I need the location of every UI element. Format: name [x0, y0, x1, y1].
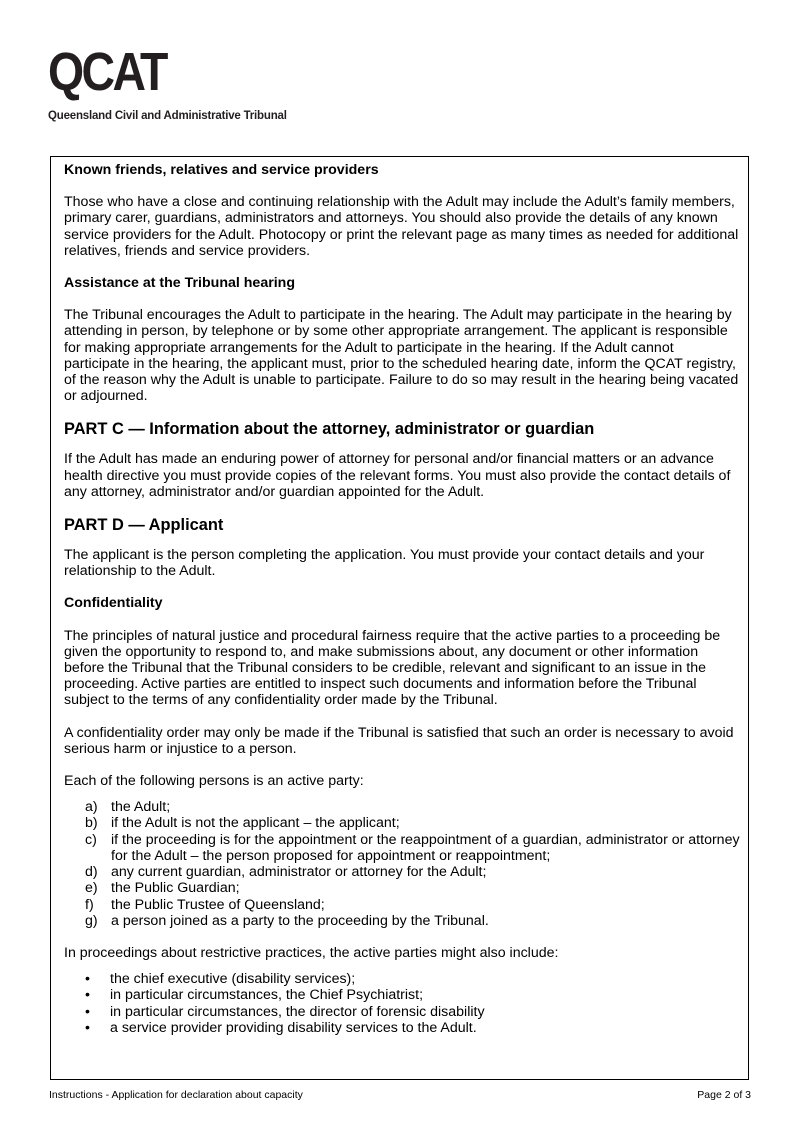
part-c-heading: PART C — Information about the attorney, administrator or guardian: [64, 420, 595, 439]
list-item: g) a person joined as a party to the proceeding by the Tribunal.: [85, 912, 489, 929]
confidentiality-paragraph-1: The principles of natural justice and procedural fairness require that the active parties to a proceeding be given the opportunity to respond to, and make submissions about, any document or other information before the Tribunal that the Tribunal considers to be credible, relevant and significant to an issue in the proceeding. Active parties are entitled to inspect such documents and information before the Tribunal subject to the terms of any confidentiality order made by the Tribunal.: [64, 627, 721, 709]
assistance-paragraph: The Tribunal encourages the Adult to participate in the hearing. The Adult may participate in the hearing by attending in person, by telephone or by some other appropriate arrangement. The applicant is responsible for making appropriate arrangements for the Adult to participate in the hearing. If the Adult cannot participate in the hearing, the applicant must, prior to the scheduled hearing date, inform the QCAT registry, of the reason why the Adult is unable to participate. Failure to do so may result in the hearing being vacated or adjourned.: [64, 307, 739, 405]
part-d-paragraph: The applicant is the person completing the application. You must provide your contact details and your relationship to the Adult.: [64, 547, 705, 580]
friends-paragraph: Those who have a close and continuing relationship with the Adult may include the Adult’s family members, primary carer, guardians, administrators and attorneys. You should also provide the details of any known service providers for the Adult. Photocopy or print the relevant page as many times as needed for additional relatives, friends and service providers.: [64, 194, 739, 259]
list-item: b) if the Adult is not the applicant – the applicant;: [85, 815, 400, 832]
restrictive-intro: In proceedings about restrictive practices, the active parties might also include:: [64, 944, 559, 961]
part-d-heading: PART D — Applicant: [64, 516, 224, 535]
restrictive-party-list: [64, 971, 740, 1036]
list-item: c) if the proceeding is for the appointment or the reappointment of a guardian, administrator or attorney for the Adult – the person proposed for appointment or reappointment;: [85, 831, 740, 864]
list-item: a) the Adult;: [85, 799, 171, 816]
list-item: • in particular circumstances, the Chief Psychiatrist;: [85, 987, 424, 1004]
confidentiality-paragraph-2: A confidentiality order may only be made if the Tribunal is satisfied that such an order is necessary to avoid serious harm or injustice to a person.: [64, 724, 734, 757]
list-item: f) the Public Trustee of Queensland;: [85, 896, 325, 913]
active-party-intro: Each of the following persons is an active party:: [64, 773, 364, 790]
list-item: e) the Public Guardian;: [85, 880, 240, 897]
instructions-content: [64, 162, 740, 1036]
footer-document-title: Instructions - Application for declaration about capacity: [49, 1089, 303, 1101]
list-item: d) any current guardian, administrator or attorney for the Adult;: [85, 864, 487, 881]
footer-page-number: Page 2 of 3: [697, 1089, 751, 1101]
qcat-logo: [48, 42, 287, 122]
active-party-list: [64, 799, 740, 929]
logo-subtitle: Queensland Civil and Administrative Tribunal: [48, 110, 287, 122]
logo-wordmark: QCAT: [48, 42, 166, 102]
confidentiality-heading: Confidentiality: [64, 595, 163, 612]
assistance-heading: Assistance at the Tribunal hearing: [64, 275, 296, 292]
list-item: • a service provider providing disability services to the Adult.: [85, 1019, 477, 1036]
list-item: • in particular circumstances, the director of forensic disability: [85, 1003, 485, 1020]
friends-heading: Known friends, relatives and service providers: [64, 162, 379, 178]
list-item: • the chief executive (disability services);: [85, 971, 356, 988]
part-c-paragraph: If the Adult has made an enduring power of attorney for personal and/or financial matters or an advance health directive you must provide copies of the relevant forms. You must also provide the contact details of any attorney, administrator and/or guardian appointed for the Adult.: [64, 451, 731, 500]
